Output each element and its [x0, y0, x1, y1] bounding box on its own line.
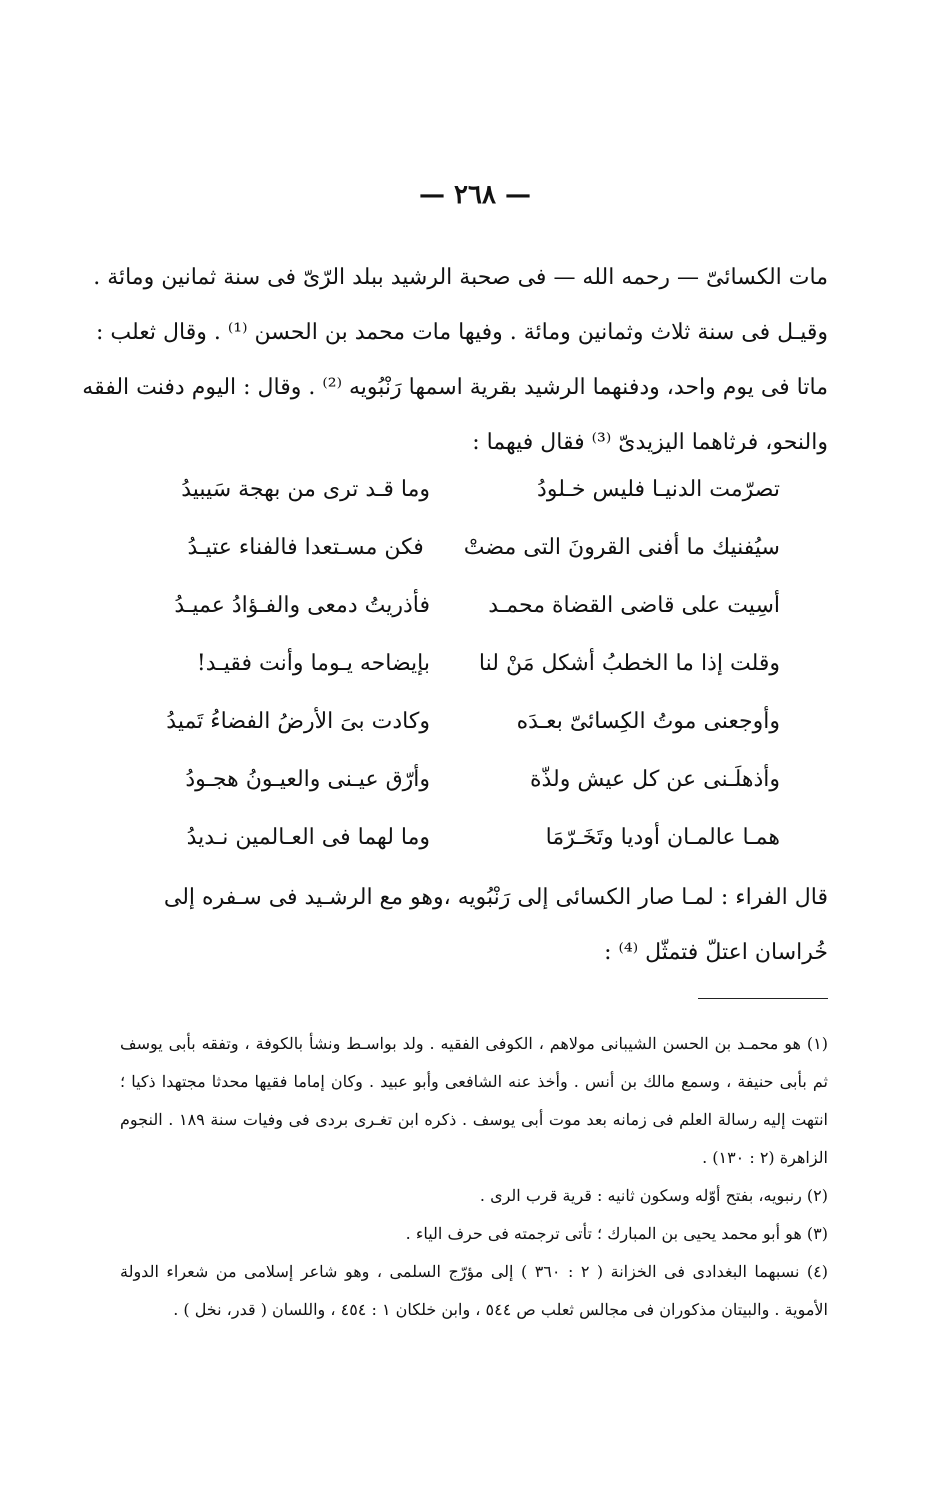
text-line: قال الفراء : لمـا صار الكسائى إلى رَنْبُويه ،وهو مع الرشـيد فى سـفره إلى	[163, 885, 828, 910]
poem-verse	[160, 460, 780, 518]
text-line: وقيـل فى سنة ثلاث وثمانين ومائة . وفيها مات محمد بن الحسن ⁽¹⁾ . وقال ثعلب :	[96, 320, 828, 345]
text-line: مات الكسائىّ — رحمه الله — فى صحبة الرشيد ببلد الرّىّ فى سنة ثمانين ومائة .	[93, 265, 828, 290]
poem-verse	[160, 518, 780, 576]
verse-second-hemistich: فكن مسـتعدا فالفناء عتيـدُ	[187, 534, 424, 560]
verse-first-hemistich: وأذهلَـنى عن كل عيش ولذّة	[529, 766, 780, 792]
poem	[160, 460, 780, 866]
page-number: — ٢٦٨ —	[418, 180, 532, 210]
footnotes	[120, 1025, 828, 1329]
verse-second-hemistich: وأرّق عيـنى والعيـونُ هجـودُ	[185, 766, 430, 792]
verse-second-hemistich: فأذريتُ دمعى والفـؤادُ عميـدُ	[174, 592, 430, 618]
verse-second-hemistich: بإيضاحه يـوما وأنت فقيـد!	[196, 650, 430, 676]
verse-first-hemistich: همـا عالمـان أوديا وتَخَـرّمَا	[545, 824, 780, 850]
footnote: (٤) نسبهما البغدادى فى الخزانة ( ٢ : ٣٦٠ ) إلى مؤرّج السلمى ، وهو شاعر إسلامى من شعراء الدولة الأموية . والبيتان مذكوران فى مجالس ثعلب ص ٥٤٤ ، وابن خلكان ١ : ٤٥٤ ، واللسان ( قدر، نخل ) .	[120, 1262, 828, 1319]
poem-verse	[160, 808, 780, 866]
verse-second-hemistich: وما لهما فى العـالمين نـديدُ	[186, 824, 430, 850]
footnote: (١) هو محمـد بن الحسن الشيبانى مولاهم ، الكوفى الفقيه . ولد بواسـط ونشأ بالكوفة ، وتفقه بأبى يوسف ثم بأبى حنيفة ، وسمع مالك بن أنس . وأخذ عنه الشافعى وأبو عبيد . وكان إماما فقيها محدثا مجتهدا ذكيا ؛ انتهت إليه رسالة العلم فى زمانه بعد موت أبى يوسف . ذكره ابن تغـرى بردى فى وفيات سنة ١٨٩ . النجوم الزاهرة (٢ : ١٣٠) .	[120, 1034, 829, 1167]
verse-first-hemistich: سيُفنيك ما أفنى القرونَ التى مضتْ	[463, 534, 780, 560]
poem-verse	[160, 576, 780, 634]
paragraph-opening	[82, 250, 828, 470]
verse-first-hemistich: تصرّمت الدنيـا فليس خـلودُ	[537, 476, 780, 502]
text-line: خُراسان اعتلّ فتمثّل ⁽⁴⁾ :	[604, 940, 828, 965]
footnote-divider	[698, 998, 828, 999]
poem-verse	[160, 750, 780, 808]
text-line: والنحو، فرثاهما اليزيدىّ ⁽³⁾ فقال فيهما :	[472, 430, 828, 455]
footnote: (٢) رنبويه، بفتح أوّله وسكون ثانيه : قرية قرب الرى .	[479, 1186, 828, 1205]
verse-second-hemistich: وكادت بىَ الأرضُ الفضاءُ تَميدُ	[166, 708, 430, 734]
poem-verse	[160, 692, 780, 750]
verse-first-hemistich: وقلت إذا ما الخطبُ أشكل مَنْ لنا	[478, 650, 780, 676]
verse-second-hemistich: وما قـد ترى من بهجة سَيبيدُ	[181, 476, 430, 502]
verse-first-hemistich: وأوجعنى موتُ الكِسائىّ بعـدَه	[516, 708, 780, 734]
paragraph-closing	[120, 870, 828, 980]
text-line: ماتا فى يوم واحد، ودفنهما الرشيد بقرية اسمها رَنْبُويه ⁽²⁾ . وقال : اليوم دفنت الفقه	[82, 375, 828, 400]
verse-first-hemistich: أسِيت على قاضى القضاة محمـد	[488, 592, 780, 618]
poem-verse	[160, 634, 780, 692]
footnote: (٣) هو أبو محمد يحيى بن المبارك ؛ تأتى ترجمته فى حرف الياء .	[405, 1224, 828, 1243]
